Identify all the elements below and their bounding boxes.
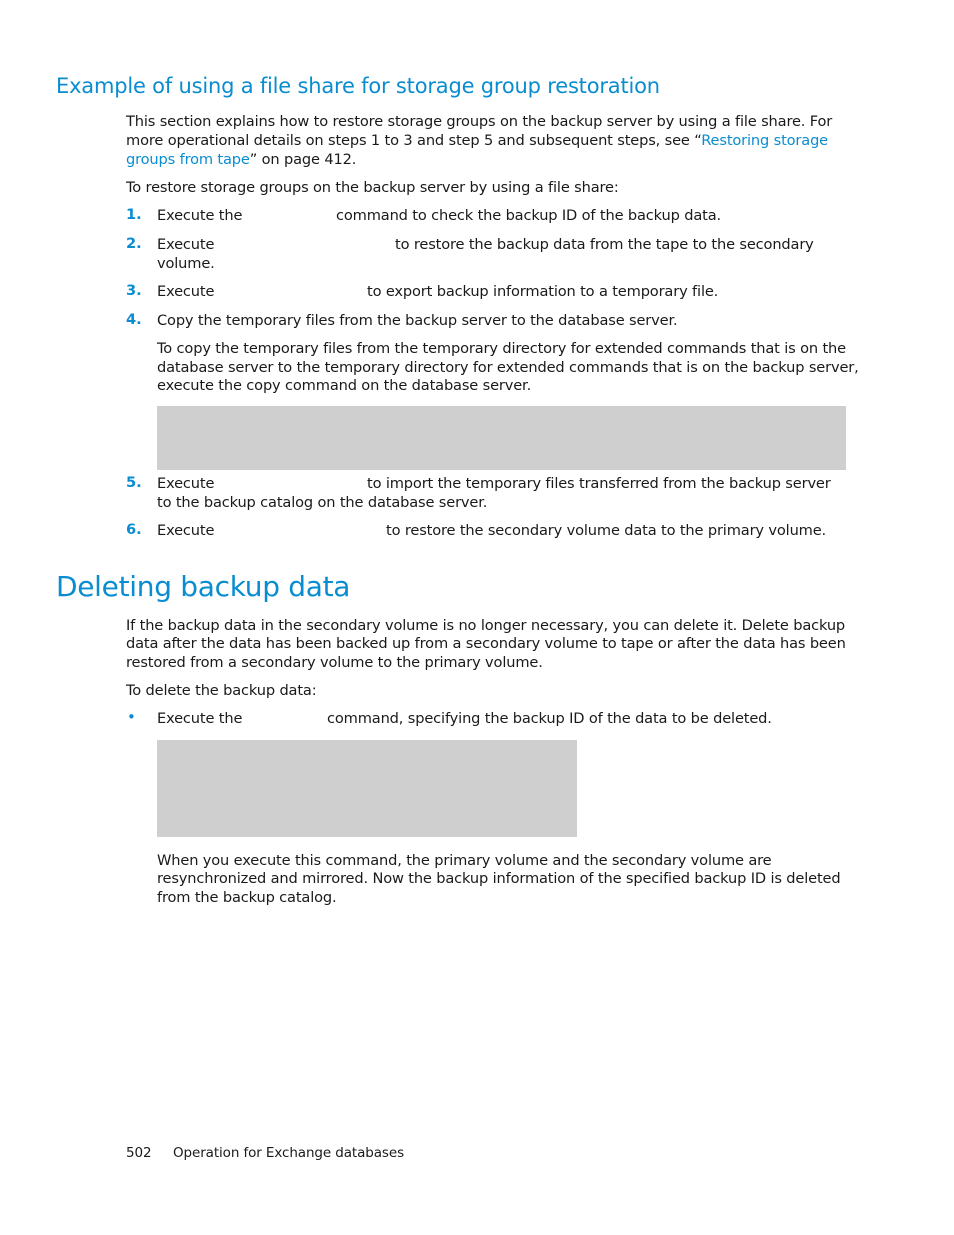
code-example-box: [157, 740, 577, 837]
delete-bullet-text-a: Execute the: [157, 710, 243, 727]
step-number: 2.: [126, 235, 142, 252]
delete-lead: To delete the backup data:: [126, 682, 317, 699]
delete-intro-line-2: data after the data has been backed up from a secondary volume to tape or after the data has been: [126, 635, 846, 652]
step-5-text-c: to the backup catalog on the database server.: [157, 494, 488, 511]
step-3-text-a: Execute: [157, 283, 215, 300]
step-4-text: Copy the temporary files from the backup server to the database server.: [157, 312, 678, 329]
step-4-note-line-3: execute the copy command on the database server.: [157, 377, 532, 394]
step-5-text-a: Execute: [157, 475, 215, 492]
step-4-note-line-2: database server to the temporary directory for extended commands that is on the backup server,: [157, 359, 859, 376]
restoring-storage-link[interactable]: Restoring storage: [701, 132, 829, 149]
step-1-text-a: Execute the: [157, 207, 243, 224]
intro-line-1: This section explains how to restore storage groups on the backup server by using a file share. For: [126, 113, 833, 130]
step-number: 3.: [126, 282, 142, 299]
step-3-text-b: to export backup information to a temporary file.: [367, 283, 719, 300]
restoring-storage-link-continued[interactable]: groups from tape: [126, 151, 250, 168]
footer-chapter: Operation for Exchange databases: [173, 1145, 405, 1161]
delete-after-line-2: resynchronized and mirrored. Now the backup information of the specified backup ID is deleted: [157, 870, 841, 887]
intro-page-ref: ” on page 412.: [249, 151, 357, 168]
step-5-text-b: to import the temporary files transferred from the backup server: [367, 475, 831, 492]
step-1-text-b: command to check the backup ID of the backup data.: [336, 207, 721, 224]
step-6-text-b: to restore the secondary volume data to the primary volume.: [386, 522, 827, 539]
restore-lead: To restore storage groups on the backup server by using a file share:: [126, 179, 619, 196]
bullet-marker: •: [127, 708, 136, 726]
step-6-text-a: Execute: [157, 522, 215, 539]
delete-after-line-1: When you execute this command, the primary volume and the secondary volume are: [157, 852, 772, 869]
delete-intro-line-1: If the backup data in the secondary volume is no longer necessary, you can delete it. Delete backup: [126, 617, 846, 634]
step-number: 5.: [126, 474, 142, 491]
page-number: 502: [126, 1145, 152, 1161]
section-title: Example of using a file share for storage group restoration: [56, 74, 660, 98]
step-2-text-b: to restore the backup data from the tape to the secondary: [395, 236, 814, 253]
step-4-note-line-1: To copy the temporary files from the temporary directory for extended commands that is on the: [157, 340, 846, 357]
intro-text: more operational details on steps 1 to 3 and step 5 and subsequent steps, see “: [126, 132, 702, 149]
intro-line-3: [126, 150, 356, 169]
step-number: 4.: [126, 311, 142, 328]
step-2-text-c: volume.: [157, 255, 215, 272]
step-2-text-a: Execute: [157, 236, 215, 253]
step-number: 1.: [126, 206, 142, 223]
step-number: 6.: [126, 521, 142, 538]
delete-after-line-3: from the backup catalog.: [157, 889, 337, 906]
delete-bullet-text-b: command, specifying the backup ID of the data to be deleted.: [327, 710, 772, 727]
intro-line-2: [126, 131, 828, 150]
delete-intro-line-3: restored from a secondary volume to the primary volume.: [126, 654, 543, 671]
code-example-box: [157, 406, 846, 470]
chapter-heading: Deleting backup data: [56, 570, 351, 603]
